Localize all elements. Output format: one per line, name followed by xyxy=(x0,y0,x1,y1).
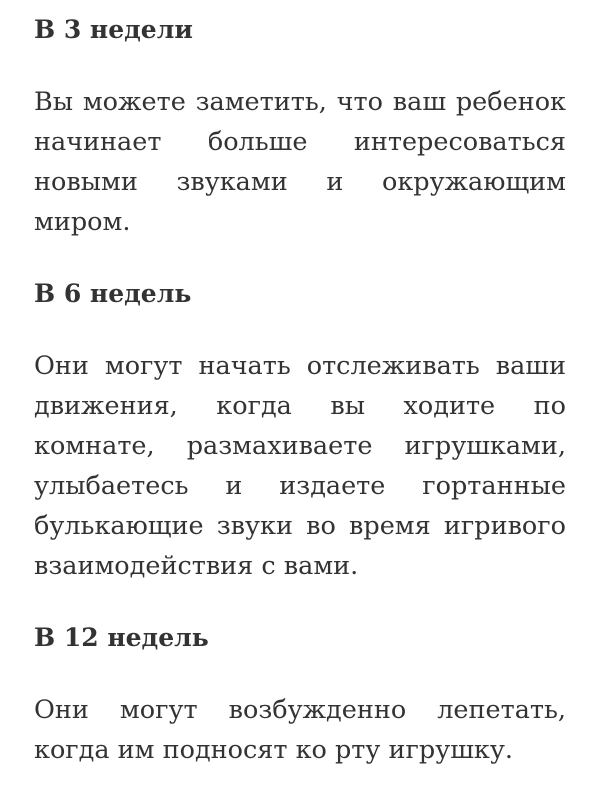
section-heading-12-weeks: В 12 недель xyxy=(34,623,209,652)
section-heading-6-weeks: В 6 недель xyxy=(34,279,192,308)
section-heading-3-weeks: В 3 недели xyxy=(34,15,193,44)
section-text-3-weeks: Вы можете заметить, что ваш ребенок начинает больше интересоваться новыми звуками и окружающим миром. xyxy=(34,87,566,237)
section-text-12-weeks: Они могут возбужденно лепетать, когда им подносят ко рту игрушку. xyxy=(34,695,566,765)
section-text-6-weeks: Они могут начать отслеживать ваши движения, когда вы ходите по комнате, размахиваете игрушками, улыбаетесь и издаете гортанные булькающие звуки во время игривого взаимодействия с вами. xyxy=(34,351,566,581)
